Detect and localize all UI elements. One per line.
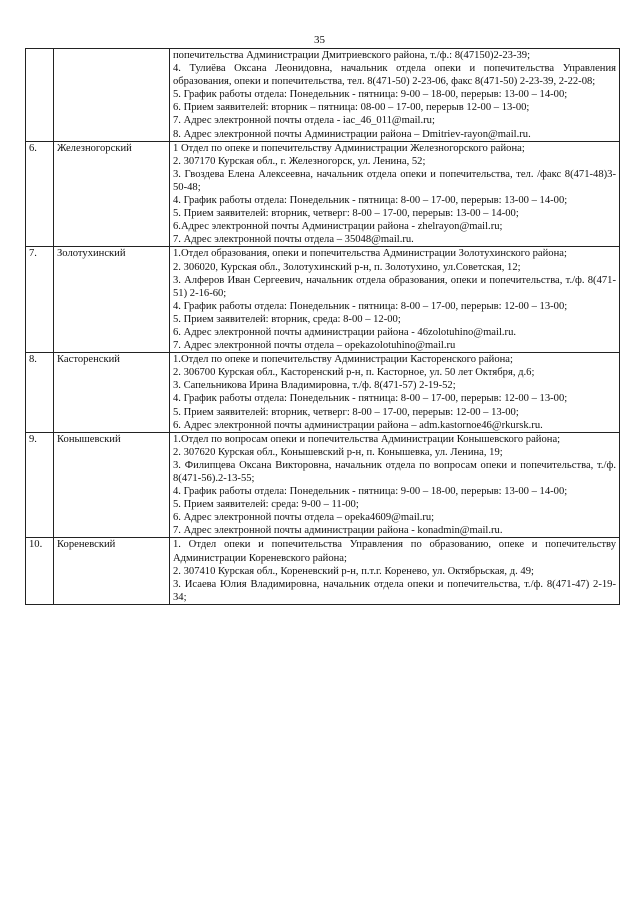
info-line: 1 Отдел по опеке и попечительству Администрации Железногорского района; [173,142,525,154]
info-line: 1.Отдел по вопросам опеки и попечительства Администрации Конышевского района; [173,433,561,445]
table-row [26,247,620,353]
row-number: 10. [26,538,54,604]
info-line: 4. Тулиёва Оксана Леонидовна, начальник отдела опеки и попечительства Управления образования, опеки и попечительства, тел. 8(471-50) 2-23-06, факс 8(471-50) 2-23-39, 2-22-08; [173,63,616,88]
info-line: 6.Адрес электронной почты Администрации района - zhelrayon@mail.ru; [173,221,503,233]
table-row [26,49,620,142]
info-line: 2. 306700 Курская обл., Касторенский р-н, п. Касторное, ул. 50 лет Октября, д.6; [173,367,535,379]
district-info [170,49,620,142]
info-line: 7. Адрес электронной почты отдела – opekazolotuhino@mail.ru [173,340,456,352]
district-info [170,432,620,538]
row-number [26,49,54,142]
info-line: 3. Сапельникова Ирина Владимировна, т./ф. 8(471-57) 2-19-52; [173,380,456,392]
info-line: 6. Адрес электронной почты администрации района - 46zolotuhino@mail.ru. [173,326,517,338]
info-line: 4. График работы отдела: Понедельник - пятница: 8-00 – 17-00, перерыв: 12-00 – 13-00; [173,300,568,312]
info-line: попечительства Администрации Дмитриевского района, т./ф.: 8(47150)2-23-39; [173,50,531,61]
district-info [170,141,620,247]
district-info [170,538,620,604]
table-row [26,353,620,433]
district-info [170,353,620,433]
page-number: 35 [314,34,325,46]
info-line: 2. 306020, Курская обл., Золотухинский р-н, п. Золотухино, ул.Советская, 12; [173,261,521,273]
row-number: 9. [26,432,54,538]
table-row [26,141,620,247]
info-line: 7. Адрес электронной почты отдела - iac_46_011@mail.ru; [173,115,435,127]
district-info [170,247,620,353]
row-number: 8. [26,353,54,433]
table-row [26,432,620,538]
info-line: 3. Гвоздева Елена Алексеевна, начальник отдела опеки и попечительства, тел. /факс 8(471-48)3-50-48; [173,168,616,193]
info-line: 3. Исаева Юлия Владимировна, начальник отдела опеки и попечительства, т./ф. 8(471-47) 2-19-34; [173,578,616,603]
info-line: 7. Адрес электронной почты администрации района - konadmin@mail.ru. [173,525,503,537]
info-line: 5. Прием заявителей: вторник, четверг: 8-00 – 17-00, перерыв: 13-00 – 14-00; [173,208,519,220]
district-name: Золотухинский [54,247,170,353]
info-line: 5. Прием заявителей: вторник, среда: 8-00 – 12-00; [173,313,401,325]
info-line: 4. График работы отдела: Понедельник - пятница: 9-00 – 18-00, перерыв: 13-00 – 14-00; [173,486,568,498]
info-line: 5. Прием заявителей: вторник, четверг: 8-00 – 17-00, перерыв: 12-00 – 13-00; [173,406,519,418]
info-line: 5. График работы отдела: Понедельник - пятница: 9-00 – 18-00, перерыв: 13-00 – 14-00; [173,89,568,101]
info-line: 2. 307410 Курская обл., Кореневский р-н, п.т.г. Коренево, ул. Октябрьская, д. 49; [173,565,534,577]
district-name: Касторенский [54,353,170,433]
info-line: 1.Отдел образования, опеки и попечительства Администрации Золотухинского района; [173,248,567,260]
info-line: 7. Адрес электронной почты отдела – 35048@mail.ru. [173,234,414,246]
table-row [26,538,620,604]
info-line: 1. Отдел опеки и попечительства Управления по образованию, опеке и попечительству Администрации Кореневского района; [173,539,616,564]
district-name: Конышевский [54,432,170,538]
info-line: 2. 307620 Курская обл., Конышевский р-н, п. Конышевка, ул. Ленина, 19; [173,446,503,458]
info-line: 8. Адрес электронной почты Администрации района – Dmitriev-rayon@mail.ru. [173,128,531,140]
info-line: 2. 307170 Курская обл., г. Железногорск, ул. Ленина, 52; [173,155,426,167]
info-line: 3. Алферов Иван Сергеевич, начальник отдела образования, опеки и попечительства, т./ф. 8(471-51) 2-16-60; [173,274,616,299]
row-number: 6. [26,141,54,247]
info-line: 3. Филипцева Оксана Викторовна, начальник отдела по вопросам опеки и попечительства, т./ф. 8(471-56).2-13-55; [173,459,616,484]
info-line: 6. Адрес электронной почты отдела – opeka4609@mail.ru; [173,512,435,524]
info-line: 6. Прием заявителей: вторник – пятница: 08-00 – 17-00, перерыв 12-00 – 13-00; [173,102,530,114]
info-line: 1.Отдел по опеке и попечительству Администрации Касторенского района; [173,354,513,366]
info-line: 6. Адрес электронной почты администрации района – adm.kastornoe46@rkursk.ru. [173,419,543,431]
row-number: 7. [26,247,54,353]
info-line: 4. График работы отдела: Понедельник - пятница: 8-00 – 17-00, перерыв: 13-00 – 14-00; [173,195,568,207]
districts-table [25,48,620,605]
district-name: Железногорский [54,141,170,247]
info-line: 4. График работы отдела: Понедельник - пятница: 8-00 – 17-00, перерыв: 12-00 – 13-00; [173,393,568,405]
district-name: Кореневский [54,538,170,604]
district-name [54,49,170,142]
info-line: 5. Прием заявителей: среда: 9-00 – 11-00; [173,499,359,511]
